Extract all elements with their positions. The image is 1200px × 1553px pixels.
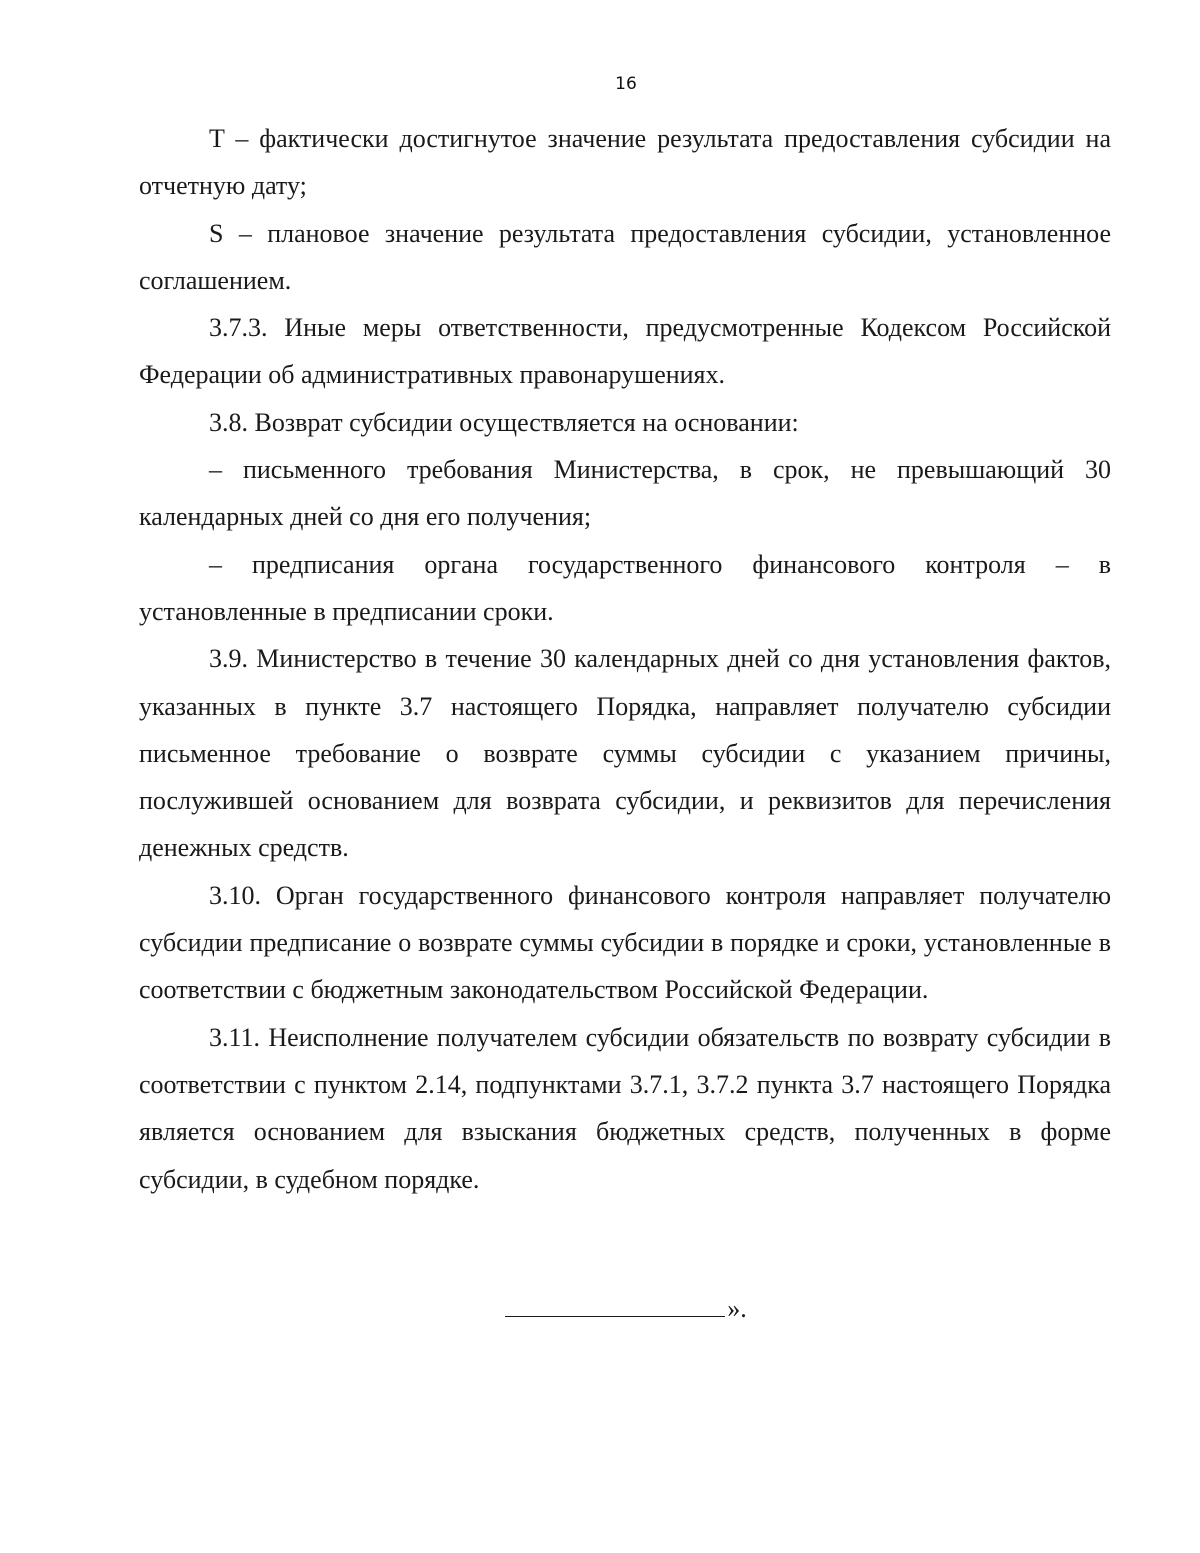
paragraph-t-definition: T – фактически достигнутое значение результата предоставления субсидии на отчетную дату; <box>139 124 1111 201</box>
page-number: 16 <box>615 74 637 94</box>
paragraph-3-8-item-1: – письменного требования Министерства, в срок, не превышающий 30 календарных дней со дня его получения; <box>139 455 1111 532</box>
paragraph-3-8-item-2: – предписания органа государственного финансового контроля – в установленные в предписании сроки. <box>139 549 1111 626</box>
paragraph-3-11: 3.11. Неисполнение получателем субсидии обязательств по возврату субсидии в соответствии с пунктом 2.14, подпунктами 3.7.1, 3.7.2 пункта 3.7 настоящего Порядка является основанием для взыскания бюджетных средств, полученных в форме субсидии, в судебном порядке. <box>139 1022 1111 1194</box>
paragraph-3-8: 3.8. Возврат субсидии осуществляется на основании: <box>209 407 799 437</box>
paragraph-3-9: 3.9. Министерство в течение 30 календарных дней со дня установления фактов, указанных в пункте 3.7 настоящего Порядка, направляет получателю субсидии письменное требование о возврате суммы субсидии с указанием причины, послужившей основанием для возврата субсидии, и реквизитов для перечисления денежных средств. <box>139 644 1111 863</box>
paragraph-s-definition: S – плановое значение результата предоставления субсидии, установленное соглашением. <box>139 218 1111 295</box>
closing-line <box>0 1290 1200 1324</box>
closing-quote-mark: ». <box>727 1294 747 1323</box>
paragraph-3-10: 3.10. Орган государственного финансового контроля направляет получателю субсидии предписание о возврате суммы субсидии в порядке и сроки, установленные в соответствии с бюджетным законодательством Российской Федерации. <box>139 880 1111 1005</box>
signature-underline <box>505 1290 725 1317</box>
document-body <box>139 115 1111 1203</box>
paragraph-3-7-3: 3.7.3. Иные меры ответственности, предусмотренные Кодексом Российской Федерации об административных правонарушениях. <box>139 313 1111 390</box>
